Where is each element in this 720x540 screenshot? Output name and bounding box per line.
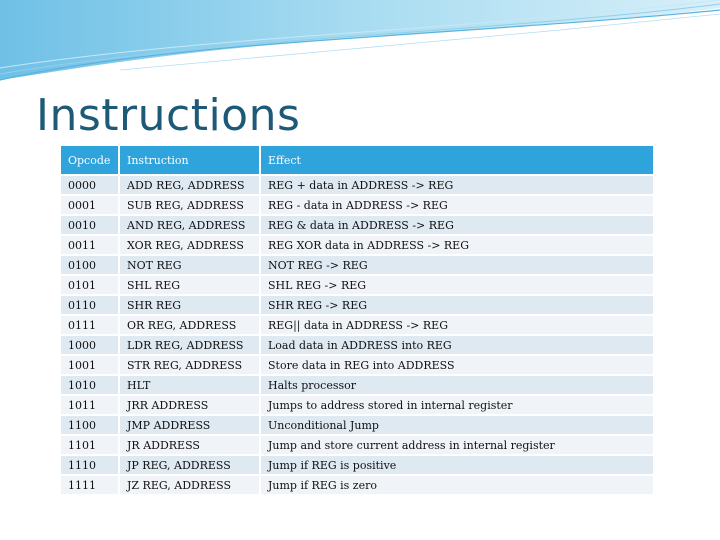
table-row <box>60 395 654 415</box>
column-header-instruction: Instruction <box>119 145 260 175</box>
opcode-cell: 1101 <box>60 435 119 455</box>
table-row <box>60 315 654 335</box>
opcode-cell: 0101 <box>60 275 119 295</box>
column-header-opcode: Opcode <box>60 145 119 175</box>
effect-cell: Halts processor <box>260 375 654 395</box>
table-body <box>60 175 654 495</box>
table-row <box>60 235 654 255</box>
table-row <box>60 175 654 195</box>
effect-cell: Jumps to address stored in internal register <box>260 395 654 415</box>
table-row <box>60 335 654 355</box>
instruction-cell: LDR REG, ADDRESS <box>119 335 260 355</box>
table-row <box>60 415 654 435</box>
decorative-wave-header <box>0 0 720 90</box>
opcode-cell: 0001 <box>60 195 119 215</box>
effect-cell: REG XOR data in ADDRESS -> REG <box>260 235 654 255</box>
instruction-cell: SHL REG <box>119 275 260 295</box>
instruction-cell: ADD REG, ADDRESS <box>119 175 260 195</box>
table-row <box>60 215 654 235</box>
effect-cell: REG + data in ADDRESS -> REG <box>260 175 654 195</box>
table-row <box>60 255 654 275</box>
table-row <box>60 455 654 475</box>
effect-cell: REG|| data in ADDRESS -> REG <box>260 315 654 335</box>
instruction-table-container <box>59 144 653 496</box>
opcode-cell: 1100 <box>60 415 119 435</box>
effect-cell: Jump if REG is positive <box>260 455 654 475</box>
opcode-cell: 1011 <box>60 395 119 415</box>
instruction-cell: JRR ADDRESS <box>119 395 260 415</box>
instruction-cell: SUB REG, ADDRESS <box>119 195 260 215</box>
effect-cell: Store data in REG into ADDRESS <box>260 355 654 375</box>
table-row <box>60 475 654 495</box>
opcode-cell: 0100 <box>60 255 119 275</box>
opcode-cell: 0000 <box>60 175 119 195</box>
instruction-cell: AND REG, ADDRESS <box>119 215 260 235</box>
instruction-cell: JMP ADDRESS <box>119 415 260 435</box>
effect-cell: Jump and store current address in internal register <box>260 435 654 455</box>
table-header-row <box>60 145 654 175</box>
instruction-cell: SHR REG <box>119 295 260 315</box>
opcode-cell: 1110 <box>60 455 119 475</box>
table-row <box>60 295 654 315</box>
table-header <box>60 145 654 175</box>
effect-cell: SHR REG -> REG <box>260 295 654 315</box>
instruction-cell: JR ADDRESS <box>119 435 260 455</box>
opcode-cell: 0011 <box>60 235 119 255</box>
opcode-cell: 1010 <box>60 375 119 395</box>
opcode-cell: 0110 <box>60 295 119 315</box>
opcode-cell: 0010 <box>60 215 119 235</box>
effect-cell: Unconditional Jump <box>260 415 654 435</box>
table-row <box>60 195 654 215</box>
effect-cell: REG - data in ADDRESS -> REG <box>260 195 654 215</box>
instruction-cell: XOR REG, ADDRESS <box>119 235 260 255</box>
instruction-cell: HLT <box>119 375 260 395</box>
table-row <box>60 375 654 395</box>
instruction-cell: JZ REG, ADDRESS <box>119 475 260 495</box>
table-row <box>60 355 654 375</box>
opcode-cell: 0111 <box>60 315 119 335</box>
effect-cell: NOT REG -> REG <box>260 255 654 275</box>
opcode-cell: 1001 <box>60 355 119 375</box>
instruction-cell: STR REG, ADDRESS <box>119 355 260 375</box>
table-row <box>60 275 654 295</box>
slide-title: Instructions <box>36 90 301 141</box>
effect-cell: SHL REG -> REG <box>260 275 654 295</box>
instruction-cell: JP REG, ADDRESS <box>119 455 260 475</box>
opcode-cell: 1111 <box>60 475 119 495</box>
instruction-table <box>59 144 655 496</box>
instruction-cell: NOT REG <box>119 255 260 275</box>
table-row <box>60 435 654 455</box>
column-header-effect: Effect <box>260 145 654 175</box>
instruction-cell: OR REG, ADDRESS <box>119 315 260 335</box>
effect-cell: Load data in ADDRESS into REG <box>260 335 654 355</box>
effect-cell: REG & data in ADDRESS -> REG <box>260 215 654 235</box>
effect-cell: Jump if REG is zero <box>260 475 654 495</box>
opcode-cell: 1000 <box>60 335 119 355</box>
